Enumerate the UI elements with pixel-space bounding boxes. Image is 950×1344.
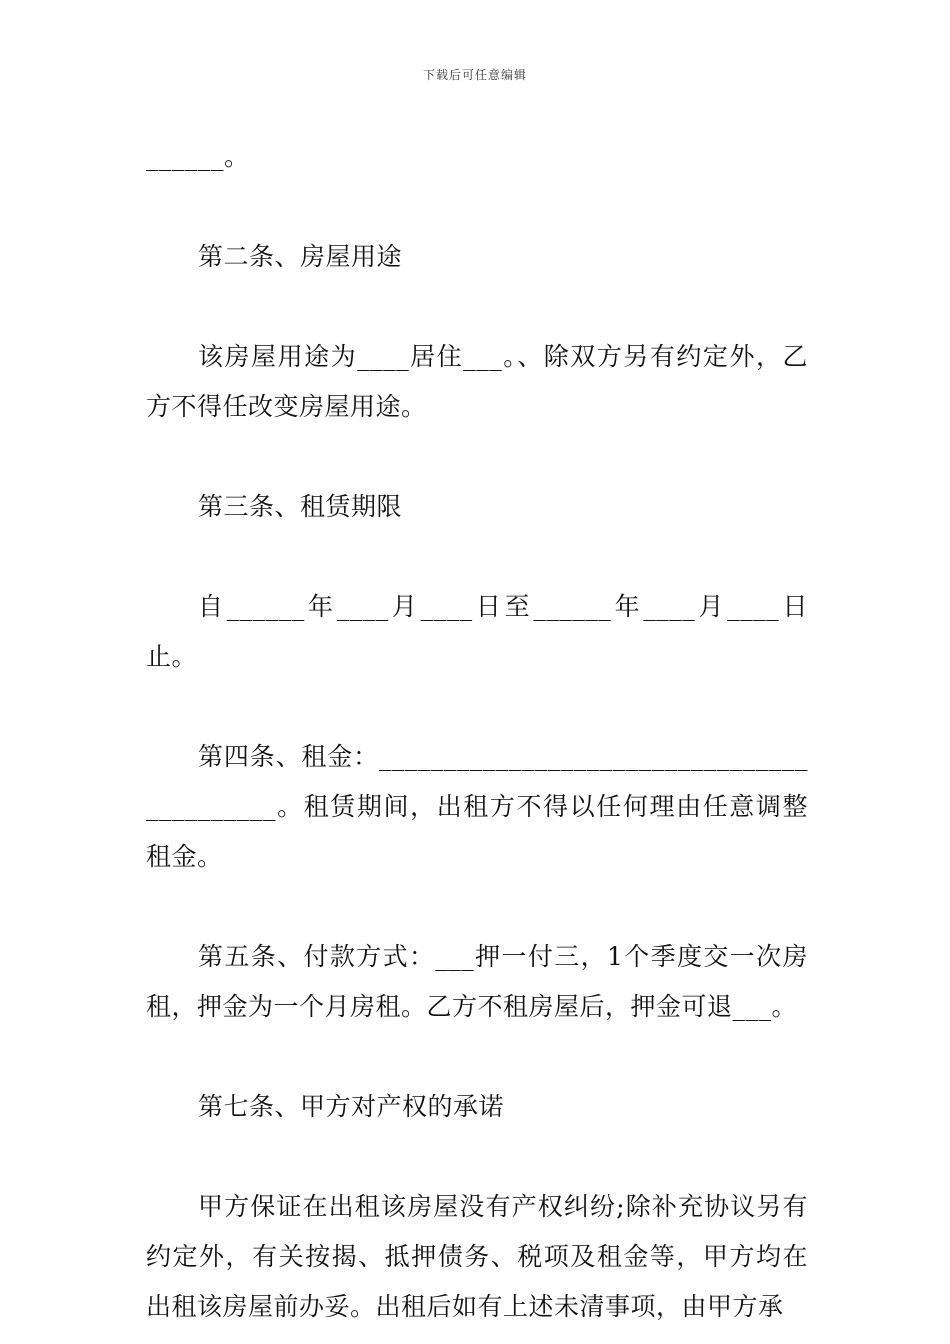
- article-7-heading: 第七条、甲方对产权的承诺: [198, 1092, 505, 1121]
- article-4-rent: 第四条、租金：___________________________________________。租赁期间，出租方不得以任何理由任意调整租金。: [146, 742, 808, 871]
- article-2-heading: 第二条、房屋用途: [198, 242, 403, 271]
- article-3-body: 自______年____月____日至______年____月____日止。: [146, 592, 808, 671]
- page-header: 下载后可任意编辑: [422, 68, 527, 82]
- article-2-body: 该房屋用途为____居住___。、除双方另有约定外，乙方不得任改变房屋用途。: [146, 342, 808, 421]
- article-3-heading: 第三条、租赁期限: [198, 492, 403, 521]
- document-body: [146, 132, 808, 1332]
- blank-line-end: ______。: [146, 142, 250, 171]
- article-5-payment: 第五条、付款方式：___押一付三，1个季度交一次房租，押金为一个月房租。乙方不租房屋后，押金可退___。: [146, 942, 808, 1021]
- article-7-body: 甲方保证在出租该房屋没有产权纠纷;除补充协议另有约定外，有关按揭、抵押债务、税项及租金等，甲方均在出租该房屋前办妥。出租后如有上述未清事项，由甲方承: [146, 1192, 808, 1321]
